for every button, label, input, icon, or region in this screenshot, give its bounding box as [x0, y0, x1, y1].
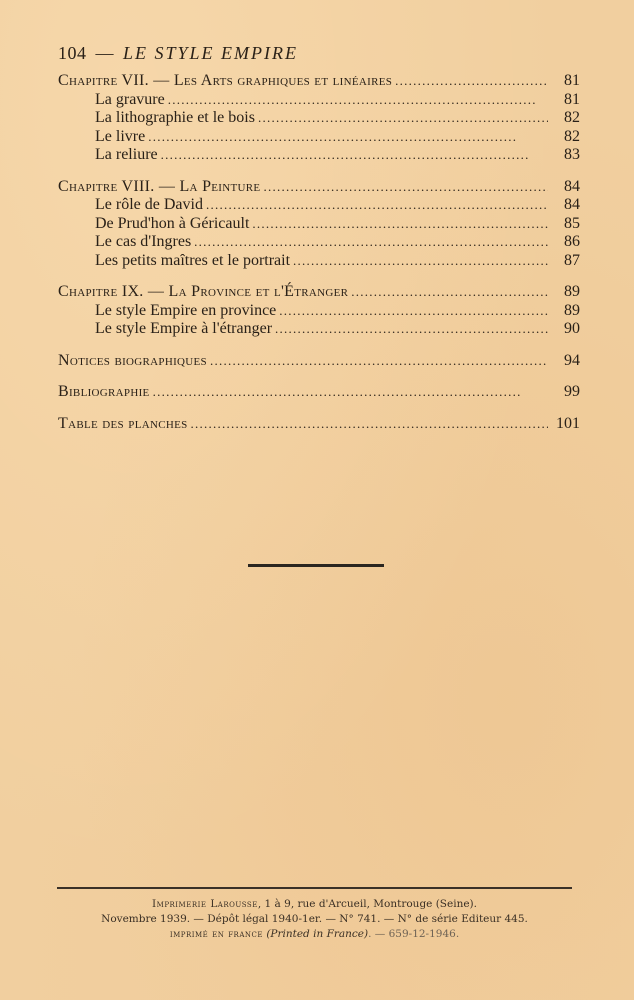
item-title: Les petits maîtres et le portrait — [95, 251, 291, 269]
end-rule — [248, 564, 384, 567]
chapter-title: Chapitre VII. — Les Arts graphiques et linéaires — [58, 72, 393, 89]
toc-section-bibliographie[interactable] — [58, 383, 580, 402]
page-number: 104 — [58, 43, 87, 63]
dot-leader — [258, 109, 548, 128]
spacer — [58, 402, 580, 415]
imprint-line-1 — [57, 897, 572, 912]
spacer — [58, 165, 580, 178]
item-title: La reliure — [95, 146, 158, 163]
page-ref: 87 — [564, 251, 580, 269]
dot-leader — [161, 146, 548, 165]
imprint-line-3 — [57, 927, 572, 942]
print-code: . — 659-12-1946. — [368, 928, 460, 940]
item-title: Le livre — [95, 127, 146, 145]
footer-rule — [57, 887, 572, 889]
dot-leader — [263, 178, 548, 197]
chapter-title: Chapitre VIII. — La Peinture — [58, 177, 261, 195]
dot-leader — [194, 233, 548, 252]
item-title: De Prud'hon à Géricault — [95, 214, 250, 232]
page-ref: 99 — [564, 383, 580, 400]
toc-item[interactable] — [58, 128, 580, 147]
toc-item[interactable] — [58, 233, 580, 252]
item-title: La gravure — [95, 90, 165, 108]
printed-in: imprimé en france — [169, 928, 263, 940]
section-title: Table des planches — [58, 414, 188, 432]
section-title: Bibliographie — [58, 383, 150, 400]
page-ref: 84 — [564, 196, 580, 213]
page-ref: 89 — [564, 301, 580, 319]
dot-leader — [275, 320, 548, 339]
toc-section-notices[interactable] — [58, 352, 580, 371]
page-ref: 86 — [564, 233, 580, 250]
toc-item[interactable] — [58, 302, 580, 321]
dot-leader — [210, 352, 548, 371]
chapter-title: Chapitre IX. — La Province et l'Étranger — [58, 283, 349, 300]
dot-leader — [252, 215, 548, 234]
page-ref: 81 — [564, 72, 580, 89]
printer-address: , 1 à 9, rue d'Arcueil, Montrouge (Seine). — [257, 898, 477, 910]
toc-item[interactable] — [58, 252, 580, 271]
running-head — [58, 43, 298, 64]
toc-item[interactable] — [58, 109, 580, 128]
dot-leader — [191, 415, 548, 434]
dot-leader — [293, 252, 548, 271]
toc-item[interactable] — [58, 196, 580, 215]
toc-section-planches[interactable] — [58, 415, 580, 434]
page-ref: 81 — [564, 90, 580, 108]
item-title: Le cas d'Ingres — [95, 233, 192, 250]
spacer — [58, 270, 580, 283]
toc-item[interactable] — [58, 91, 580, 110]
imprint-line-2: Novembre 1939. — Dépôt légal 1940-1er. — N° 741. — N° de série Editeur 445. — [101, 913, 528, 925]
toc-chapter-9[interactable] — [58, 283, 580, 302]
section-title: Notices biographiques — [58, 351, 207, 369]
dot-leader — [279, 302, 548, 321]
toc-item[interactable] — [58, 146, 580, 165]
printed-in-english: (Printed in France) — [266, 928, 369, 940]
dot-leader — [351, 283, 548, 302]
spacer — [58, 370, 580, 383]
page-ref: 101 — [556, 414, 580, 432]
item-title: La lithographie et le bois — [95, 109, 255, 126]
toc-chapter-7[interactable] — [58, 72, 580, 91]
page-ref: 89 — [564, 283, 580, 300]
page-ref: 85 — [564, 214, 580, 232]
item-title: Le style Empire en province — [95, 301, 277, 319]
header-dash: — — [95, 43, 114, 63]
page-ref: 82 — [564, 127, 580, 145]
printer-name: Imprimerie Larousse — [152, 898, 258, 910]
printer-imprint — [57, 897, 572, 942]
book-title: LE STYLE EMPIRE — [123, 43, 299, 63]
table-of-contents — [58, 72, 580, 433]
spacer — [58, 339, 580, 352]
item-title: Le rôle de David — [95, 196, 203, 213]
dot-leader — [395, 72, 548, 91]
page-ref: 82 — [564, 109, 580, 126]
dot-leader — [206, 196, 548, 215]
item-title: Le style Empire à l'étranger — [95, 320, 273, 337]
page-ref: 84 — [564, 177, 580, 195]
dot-leader — [168, 91, 548, 110]
page-ref: 83 — [564, 146, 580, 163]
page-ref: 90 — [564, 320, 580, 337]
toc-chapter-8[interactable] — [58, 178, 580, 197]
page-ref: 94 — [564, 351, 580, 369]
dot-leader — [153, 383, 548, 402]
dot-leader — [148, 128, 548, 147]
toc-item[interactable] — [58, 215, 580, 234]
toc-item[interactable] — [58, 320, 580, 339]
